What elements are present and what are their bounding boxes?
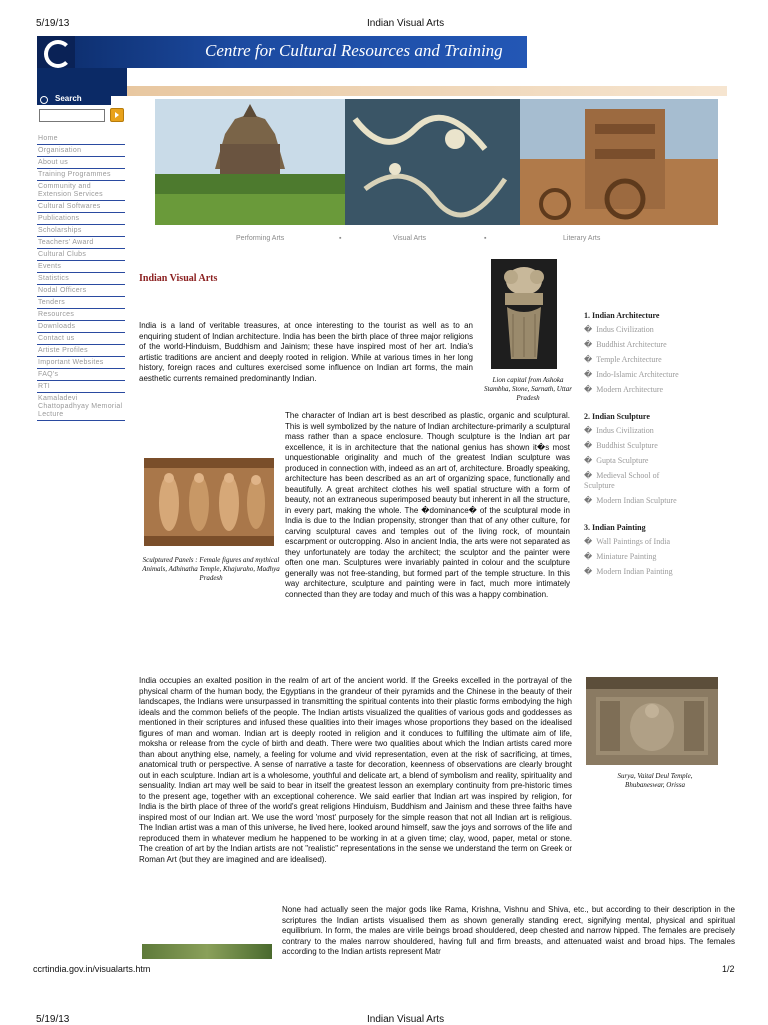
- bullet-glyph: �: [584, 471, 593, 480]
- nav-tenders[interactable]: Tenders: [37, 297, 125, 309]
- nav-rti[interactable]: RTI: [37, 381, 125, 393]
- ccrt-logo[interactable]: [37, 36, 75, 68]
- nav-scholarships[interactable]: Scholarships: [37, 225, 125, 237]
- banner-accent-strip: [127, 86, 727, 96]
- nav-cultural-clubs[interactable]: Cultural Clubs: [37, 249, 125, 261]
- link-modern-sculpture[interactable]: � Modern Indian Sculpture: [584, 496, 677, 505]
- nav-kamaladevi-lecture[interactable]: Kamaladevi Chattopadhyay Memorial Lecture: [37, 393, 125, 421]
- bullet-glyph: �: [584, 385, 593, 394]
- bullet-glyph: �: [584, 567, 593, 576]
- bullet-glyph: �: [584, 370, 593, 379]
- nav-statistics[interactable]: Statistics: [37, 273, 125, 285]
- link-wall-paintings[interactable]: � Wall Paintings of India: [584, 537, 670, 546]
- bullet-glyph: �: [584, 537, 593, 546]
- bullet-glyph: �: [584, 456, 593, 465]
- sculptured-panels-caption: Sculptured Panels : Female figures and mythical Animals, Adhinatha Temple, Khajuraho, Madhya Pradesh: [142, 556, 280, 582]
- architecture-paragraph: The character of Indian art is best described as plastic, organic and sculptural. This is well symbolized by the nature of Indian architecture-primarily a sculptural mass rather than a space enclosure. Though sculpture is the Indian art par excellence, it is in architecture that the national genius has shown it�s most unquestionable originality and much of the greatest Indian sculpture was produced in connection with, indeed as an art of, architecture. Broadly speaking, architecture has been described as an art of organizing space, functionally and beautifully. A great architect clothes his well spatial structure with a form of beauty, not an extraneous superimposed beauty but inherent in all the structure, in every part, making the whole. The �dominance� of the sculptural mode in India is due to the Indian propensity, stronger than that of any other culture, for carving sculptural caves and temples out of the living rock, of mountain escarpment or outcropping. Also in ancient India, the arts were not separated as they unfortunately are today the architect; the sculptor and the painter were often one man. Sculptures were invariably painted in colour and the sculpture generally was not free-standing, but formed part of the temple structure. In this way architecture, sculpture and painting were in fact, much more intimately connected than they are today and much of this was a happy combination.: [285, 411, 570, 599]
- bullet-glyph: �: [584, 552, 593, 561]
- bullet-glyph: �: [584, 496, 593, 505]
- nav-community-extension[interactable]: Community and Extension Services: [37, 181, 125, 201]
- link-temple-architecture[interactable]: � Temple Architecture: [584, 355, 662, 364]
- page-title: Indian Visual Arts: [139, 273, 218, 284]
- bullet-glyph: �: [584, 426, 593, 435]
- art-position-paragraph: India occupies an exalted position in the realm of art of the ancient world. If the Greeks excelled in the portrayal of the physical charm of the human body, the Egyptians in the grandeur of their pyramids and the Chinese in the beauty of their landscapes, the Indians were unsurpassed in transmitting the spiritual contents into their plastic forms embodying the high ideals and the common beliefs of the people. The Indian artists visualized the qualities of various gods and goddesses as mentioned in their scriptures and infused these qualities into their images whose proportions they based on the idealised figures of man and woman. Indian art is deeply rooted in religion and it conduces to fulfilling the ultimate aim of life, moksha or release from the cycle of birth and death. There were two qualities about which the Indian artists cared more than about anything else, namely, a feeling for volume and vivid representation, even at the risk of sacrificing, at times, anatomical truth or perspective. A sense of narrative a taste for decoration, keenness of observations are clearly brought out in each sculpture. Indian art is a wholesome, youthful and delicate art, a blend of symbolism and reality, spirituality and sensuality. Indian art may well be said to bear in itself the greatest lesson an exemplary continuity from pre-historic times to the present age, together with an exceptional coherence. We said earlier that Indian art was inspired by religion, for India is the birth place of three of the world's great religions Hinduism, Buddhism and Jainism and these three faiths have inspired most of our Indian art. We use the word 'most' purposely for the simple reason that not all Indian art is religious. The Indian artist was a man of this universe, he lived here, looked around himself, saw the joys and sorrows of the life and reproduced them in whatever medium he happened to be working in at a given time; clay, wood, paper, metal or stone. The creation of art by the Indian artists are not "realistic" representations in the sense we understand the term on Greek or Roman Art (but they are imagined and are idealised).: [139, 676, 572, 864]
- nav-contact-us[interactable]: Contact us: [37, 333, 125, 345]
- intro-paragraph: India is a land of veritable treasures, at once interesting to the tourist as well as to an enquiring student of Indian architecture. India has been the birth place of three major religions of the world-Hinduism, Buddhism and Jainism; these have inspired most of her art. India's artistic traditions are ancient and deeply rooted in religion. While at various times in her long history, foreign races and cultures exercised some influence on Indian art forms, the main aesthetic currents remained predominantly Indian.: [139, 321, 473, 383]
- bullet-glyph: �: [584, 340, 593, 349]
- link-modern-painting[interactable]: � Modern Indian Painting: [584, 567, 673, 576]
- bullet-glyph: �: [584, 355, 593, 364]
- page-url: ccrtindia.gov.in/visualarts.htm: [33, 964, 151, 974]
- nav-artiste-profiles[interactable]: Artiste Profiles: [37, 345, 125, 357]
- nav-teachers-award[interactable]: Teachers' Award: [37, 237, 125, 249]
- subnav-separator: ▪: [339, 235, 342, 242]
- link-miniature-painting[interactable]: � Miniature Painting: [584, 552, 657, 561]
- link-buddhist-architecture[interactable]: � Buddhist Architecture: [584, 340, 667, 349]
- page-number: 1/2: [722, 964, 735, 974]
- surya-temple-image: [586, 677, 718, 765]
- nav-important-websites[interactable]: Important Websites: [37, 357, 125, 369]
- subnav-separator: ▪: [484, 235, 487, 242]
- nav-about-us[interactable]: About us: [37, 157, 125, 169]
- nav-events[interactable]: Events: [37, 261, 125, 273]
- banner-title: Centre for Cultural Resources and Training: [205, 41, 503, 60]
- nav-nodal-officers[interactable]: Nodal Officers: [37, 285, 125, 297]
- partial-image: [142, 944, 272, 959]
- left-nav: [37, 133, 125, 421]
- print-title: Indian Visual Arts: [367, 18, 445, 29]
- print-date-footer: 5/19/13: [36, 1014, 70, 1025]
- side-menu: [584, 311, 714, 577]
- link-indus-civilization-sculpture[interactable]: � Indus Civilization: [584, 426, 654, 435]
- subnav-visual-arts[interactable]: Visual Arts: [393, 235, 426, 242]
- search-go-button[interactable]: [110, 108, 124, 122]
- link-indo-islamic-architecture[interactable]: � Indo-Islamic Architecture: [584, 370, 679, 379]
- nav-training-programmes[interactable]: Training Programmes: [37, 169, 125, 181]
- banner-strip: [37, 68, 127, 96]
- header-photo-collage: [155, 99, 718, 225]
- search-icon: [40, 96, 48, 104]
- link-indus-civilization-architecture[interactable]: � Indus Civilization: [584, 325, 654, 334]
- link-gupta-sculpture[interactable]: � Gupta Sculpture: [584, 456, 649, 465]
- link-medieval-sculpture[interactable]: � Medieval School of Sculpture: [584, 471, 660, 490]
- nav-resources[interactable]: Resources: [37, 309, 125, 321]
- gods-paragraph: None had actually seen the major gods like Rama, Krishna, Vishnu and Shiva, etc., but according to their description in the scriptures the Indian artists visualised them as shown generally standing erect, signifying mental, physical and spiritual equilibrium. In form, the males are virile beings broad shouldered, deep chested and narrow hipped. The females are precisely contrary to the males narrow shouldered, having full and firm breasts, and attenuated waist and broad hips. The females according to the Indian artists represent Matr: [282, 905, 735, 956]
- link-buddhist-sculpture[interactable]: � Buddhist Sculpture: [584, 441, 658, 450]
- nav-faqs[interactable]: FAQ's: [37, 369, 125, 381]
- section-architecture-title[interactable]: 1. Indian Architecture: [584, 311, 660, 320]
- nav-organisation[interactable]: Organisation: [37, 145, 125, 157]
- search-input[interactable]: [39, 109, 105, 122]
- nav-home[interactable]: Home: [37, 133, 125, 145]
- subnav-performing-arts[interactable]: Performing Arts: [236, 235, 285, 242]
- print-date: 5/19/13: [36, 18, 70, 29]
- sculptured-panels-image: [144, 458, 274, 546]
- surya-caption: Surya, Vaital Deul Temple, Bhubaneswar, Orissa: [617, 772, 693, 789]
- bullet-glyph: �: [584, 325, 593, 334]
- print-title-footer: Indian Visual Arts: [367, 1014, 445, 1025]
- subnav-literary-arts[interactable]: Literary Arts: [563, 235, 601, 242]
- bullet-glyph: �: [584, 441, 593, 450]
- lion-capital-caption: Lion capital from Ashoka Stambha, Stone, Sarnath, Uttar Pradesh: [484, 376, 572, 402]
- lion-capital-image: [491, 259, 557, 369]
- section-painting-title[interactable]: 3. Indian Painting: [584, 523, 646, 532]
- nav-cultural-softwares[interactable]: Cultural Softwares: [37, 201, 125, 213]
- search-label: Search: [55, 94, 82, 103]
- nav-publications[interactable]: Publications: [37, 213, 125, 225]
- nav-downloads[interactable]: Downloads: [37, 321, 125, 333]
- section-sculpture-title[interactable]: 2. Indian Sculpture: [584, 412, 650, 421]
- link-modern-architecture[interactable]: � Modern Architecture: [584, 385, 664, 394]
